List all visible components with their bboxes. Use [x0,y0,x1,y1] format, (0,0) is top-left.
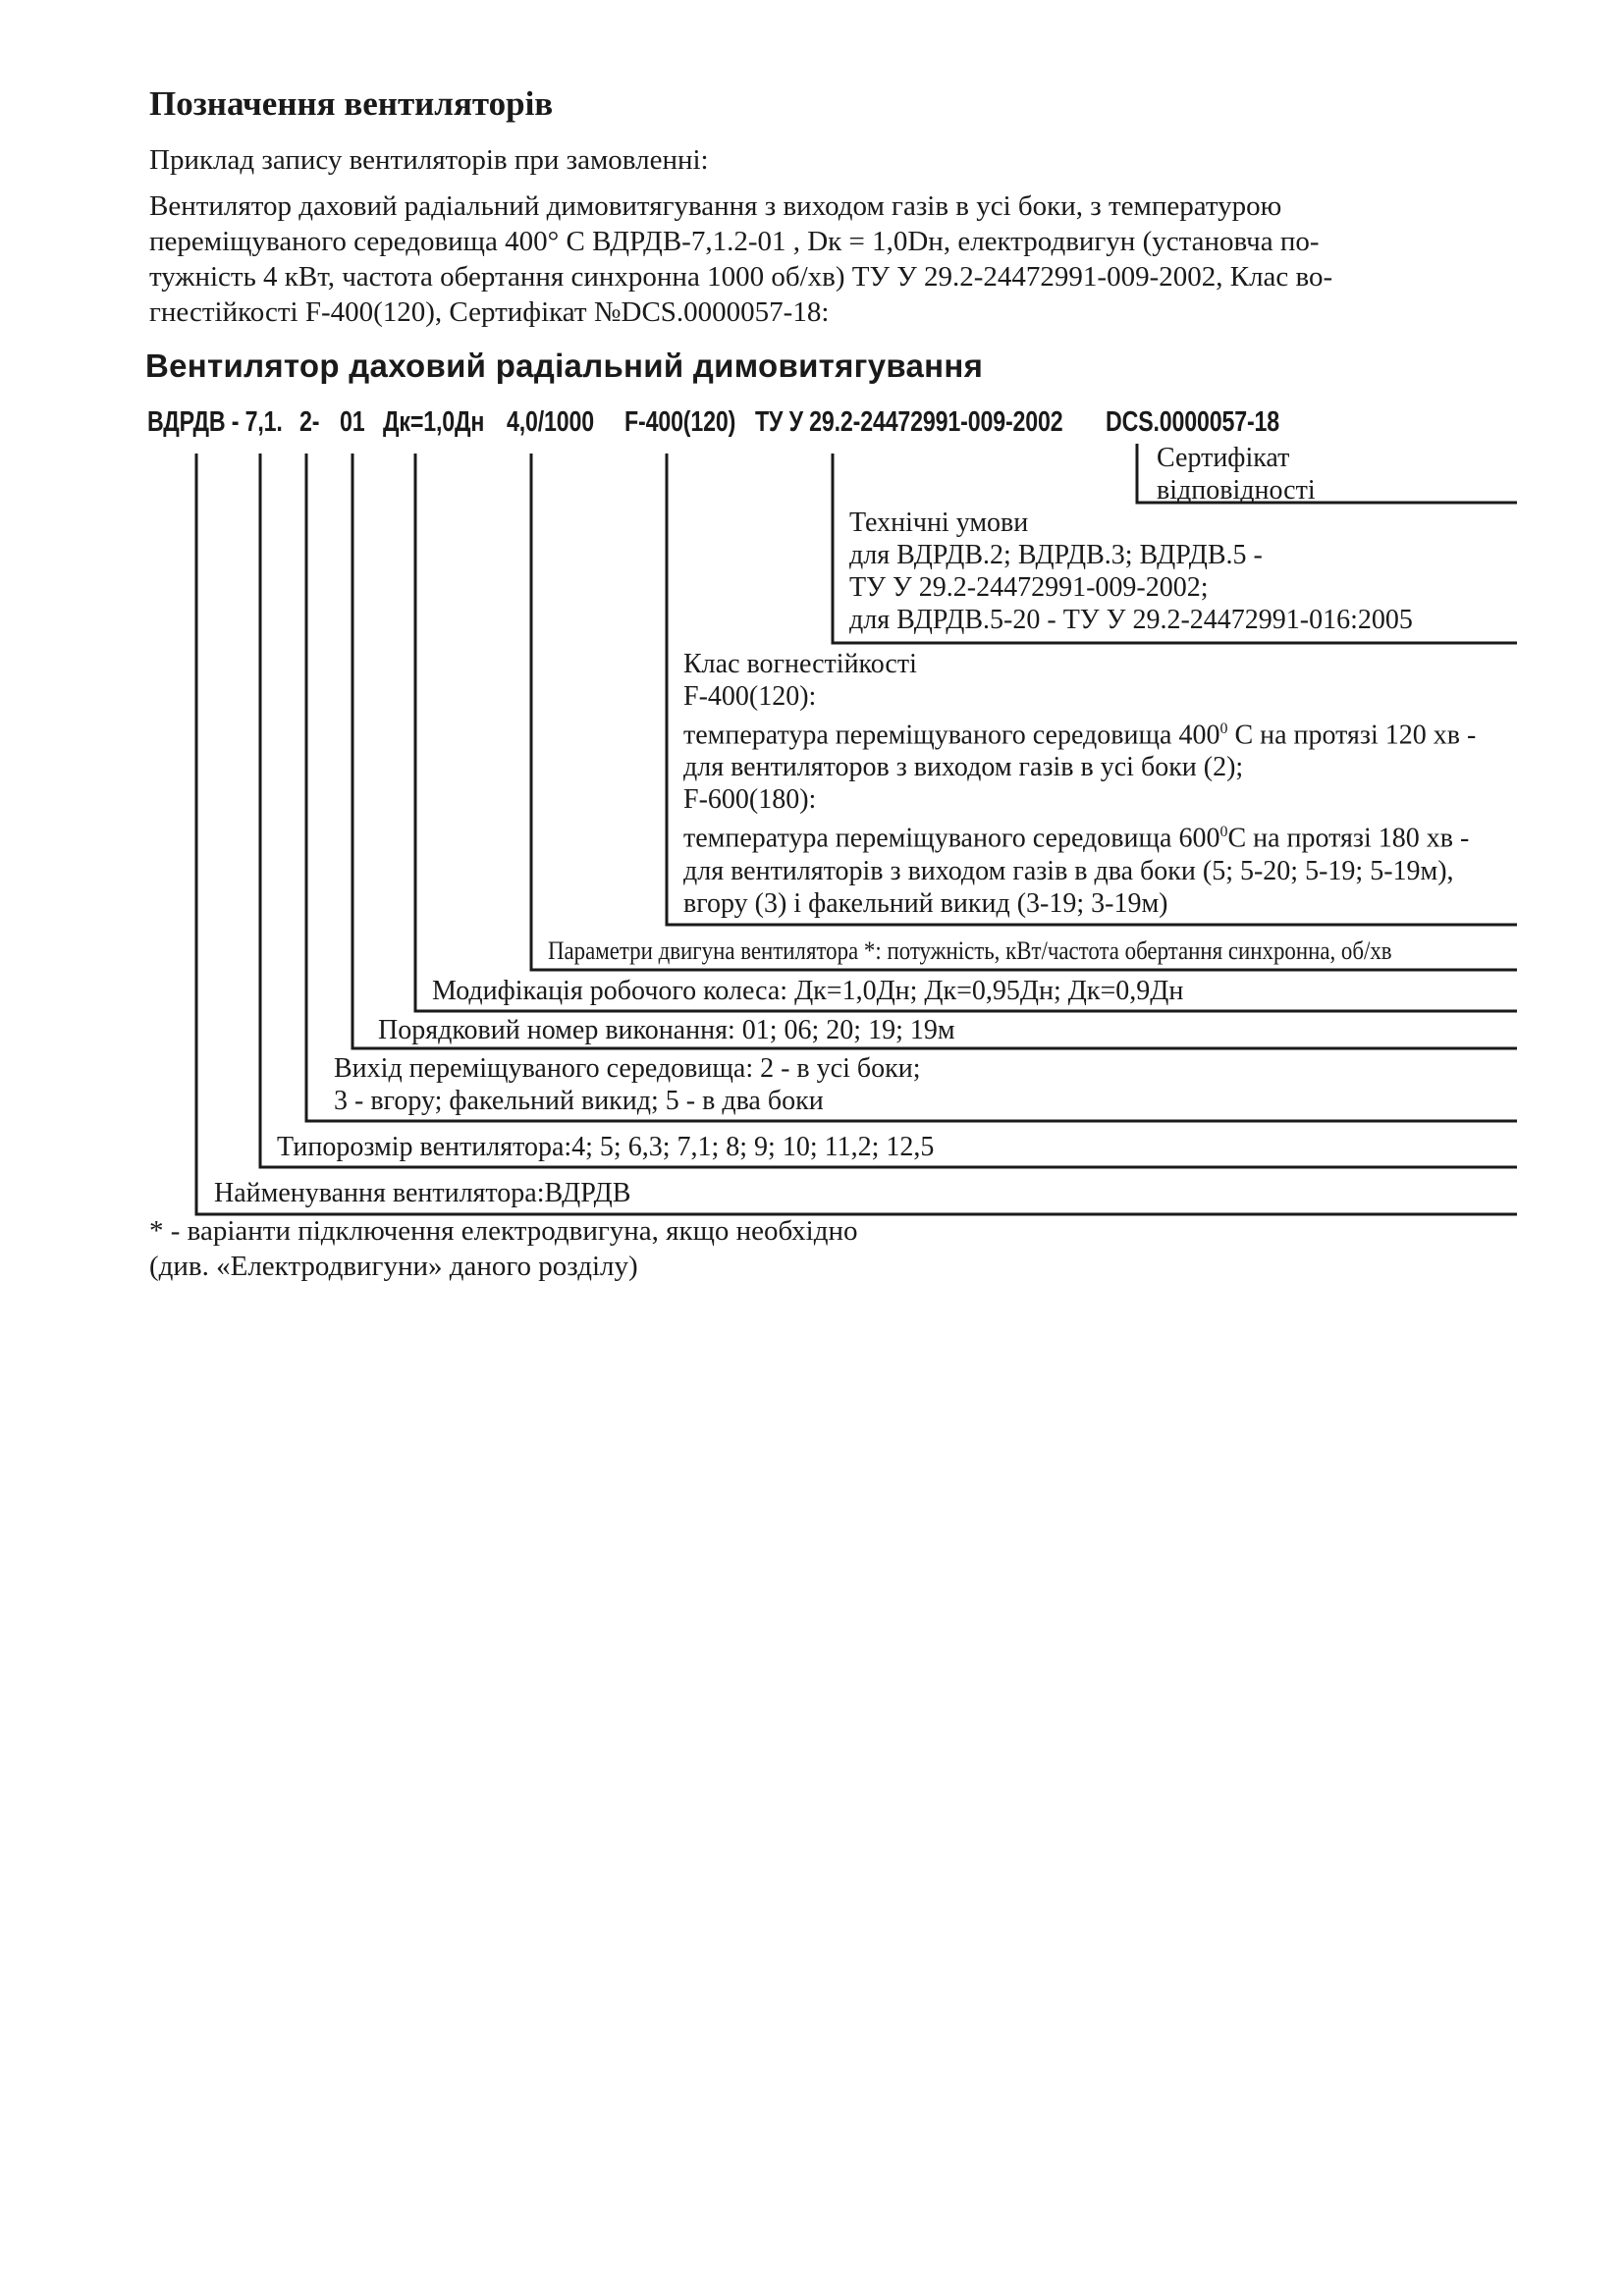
footnote-line: * - варіанти підключення електродвигуна, якщо необхідно [149,1215,858,1247]
section-heading: Позначення вентиляторів [149,84,554,123]
label-text: температура переміщуваного середовища 600 [683,823,1220,854]
designation-title: Вентилятор даховий радіальний димовитягування [145,347,984,384]
label-line [683,713,1476,751]
label-line: для вентиляторов з виходом газів в усі боки (2); [683,752,1244,783]
code-tech-conditions: ТУ У 29.2-24472991-009-2002 [755,406,1063,438]
footnote [149,1213,858,1284]
label-text: температура переміщуваного середовища 400 [683,720,1220,751]
order-example-line: гнестійкості F-400(120), Сертифікат №DCS.0000057-18: [149,296,830,328]
footnote-line: (див. «Електродвигуни» даного розділу) [149,1251,638,1282]
order-example-line: переміщуваного середовища 400° С ВДРДВ-7,1.2-01 , Dк = 1,0Dн, електродвигун (установча по- [149,226,1320,257]
code-output: 2- [299,406,320,438]
code-wheel: Дк=1,0Дн [383,406,485,438]
label-line: Технічні умови [849,507,1029,538]
label-size: Типорозмір вентилятора:4; 5; 6,3; 7,1; 8; 9; 10; 11,2; 12,5 [277,1132,935,1162]
label-line: ТУ У 29.2-24472991-009-2002; [849,572,1209,603]
label-text: С на протязі 180 хв - [1227,823,1470,854]
label-sup: 0 [1219,721,1228,737]
label-sup: 0 [1219,824,1228,841]
label-line: вгору (3) і факельний викид (3-19; 3-19м) [683,887,1168,919]
order-example-line: тужність 4 кВт, частота обертання синхронна 1000 об/хв) ТУ У 29.2-24472991-009-2002, Клас во- [149,261,1333,293]
code-fire-class: F-400(120) [624,406,736,438]
label-text: С на протязі 120 хв - [1227,720,1477,751]
label-line: 3 - вгору; факельний викид; 5 - в два боки [334,1086,824,1116]
label-name: Найменування вентилятора:ВДРДВ [214,1178,631,1208]
label-line: відповідності [1157,475,1316,506]
label-line: для вентиляторів з виходом газів в два боки (5; 5-20; 5-19; 5-19м), [683,855,1454,886]
label-tech-conditions [849,507,1413,636]
label-line: Клас вогнестійкості [683,649,917,679]
intro-text: Приклад запису вентиляторів при замовленні: [149,144,709,176]
code-motor: 4,0/1000 [507,406,595,438]
code-name-size: ВДРДВ - 7,1. [147,406,283,438]
code-serial: 01 [340,406,365,438]
label-line: Вихід переміщуваного середовища: 2 - в усі боки; [334,1053,921,1084]
label-certificate [1157,442,1316,507]
label-line: F-400(120): [683,681,817,712]
order-example-line: Вентилятор даховий радіальний димовитягування з виходом газів в усі боки, з температурою [149,190,1282,222]
label-medium-output [334,1052,920,1117]
label-line [683,816,1476,854]
label-line: F-600(180): [683,784,817,816]
label-line: для ВДРДВ.5-20 - ТУ У 29.2-24472991-016:2005 [849,605,1413,635]
label-motor-params: Параметри двигуна вентилятора *: потужність, кВт/частота обертання синхронна, об/хв [548,936,1392,965]
label-serial-number: Порядковий номер виконання: 01; 06; 20; 19; 19м [378,1015,955,1045]
label-line: для ВДРДВ.2; ВДРДВ.3; ВДРДВ.5 - [849,540,1263,570]
code-certificate: DCS.0000057-18 [1106,406,1280,438]
label-wheel-mod: Модифікація робочого колеса: Дк=1,0Дн; Дк=0,95Дн; Дк=0,9Дн [432,976,1184,1006]
label-fire-class [683,648,1476,920]
label-line: Сертифікат [1157,443,1290,473]
